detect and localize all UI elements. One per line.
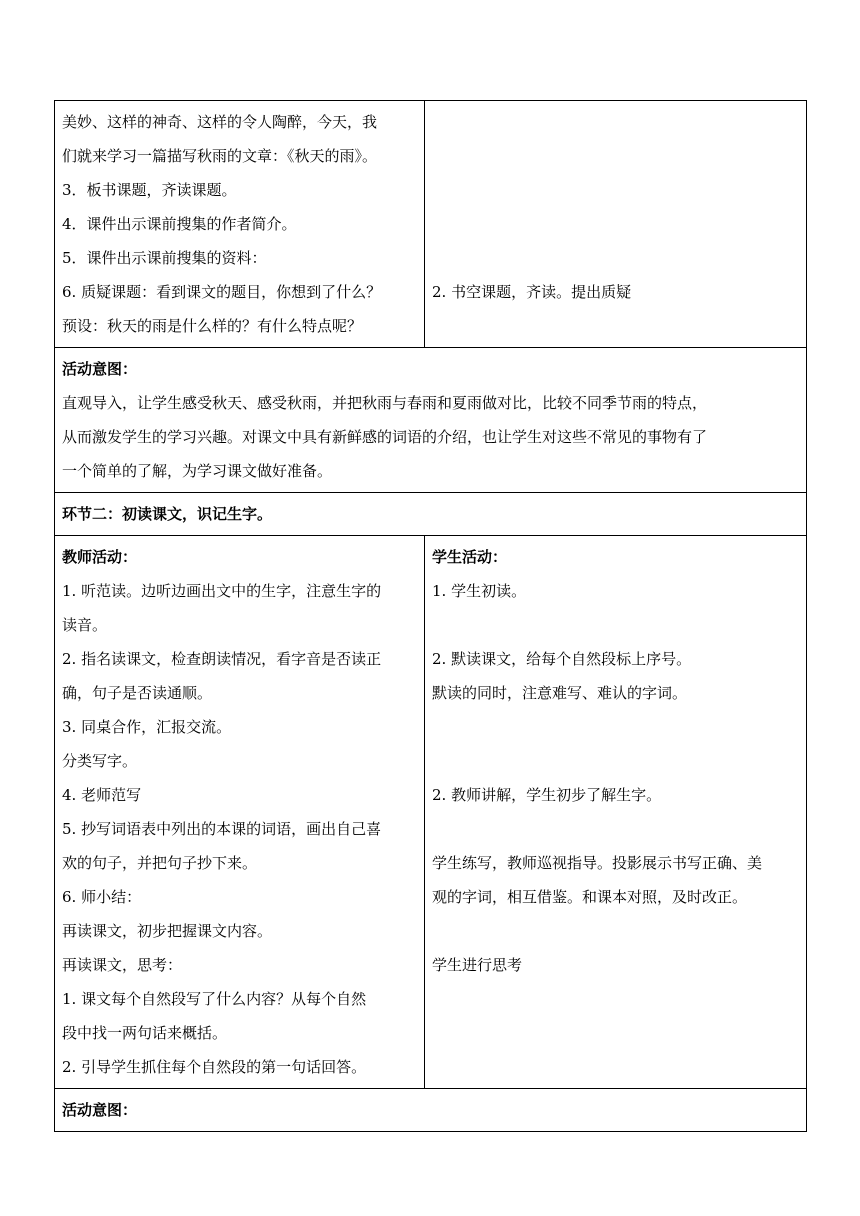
section1-teacher-line: 3．板书课题，齐读课题。 [62,181,237,199]
section2-teacher-line: 再读课文，初步把握课文内容。 [62,922,273,940]
lesson-plan-table [54,100,807,1132]
intent1-cell [55,348,807,493]
intent2-row [55,1089,807,1132]
section2-teacher-line: 读音。 [62,616,108,634]
section1-teacher-line: 4．课件出示课前搜集的作者简介。 [62,215,297,233]
section1-student-line [432,207,800,241]
section2-student-line [432,710,800,744]
section2-teacher-line: 2. 引导学生抓住每个自然段的第一句话回答。 [62,1058,367,1076]
section2-teacher-line: 段中找一两句话来概括。 [62,1024,228,1042]
section2-teacher-line: 欢的句子，并把句子抄下来。 [62,854,258,872]
intent2-heading: 活动意图： [62,1101,138,1119]
section2-row [55,536,807,1089]
intent1-line: 从而激发学生的学习兴趣。对课文中具有新鲜感的词语的介绍，也让学生对这些不常见的事物有了 [62,428,708,446]
section1-teacher-line: 美妙、这样的神奇、这样的令人陶醉，今天，我 [62,113,378,131]
section2-teacher-line: 6. 师小结： [62,888,142,906]
section2-teacher-line: 确，句子是否读通顺。 [62,684,213,702]
section2-student-line [432,1016,800,1050]
section1-student-cell [425,101,807,348]
section2-student-line: 1. 学生初读。 [432,582,527,600]
section2-student-line: 观的字词，相互借鉴。和课本对照，及时改正。 [432,888,748,906]
section1-teacher-cell [55,101,425,348]
stage2-heading: 环节二：初读课文，识记生字。 [62,505,273,523]
intent1-line: 一个简单的了解，为学习课文做好准备。 [62,462,333,480]
section2-student-line: 2. 教师讲解，学生初步了解生字。 [432,786,662,804]
section1-teacher-line: 6. 质疑课题：看到课文的题目，你想到了什么？ [62,283,382,301]
section2-teacher-line: 1. 课文每个自然段写了什么内容？从每个自然 [62,990,367,1008]
section2-student-line: 学生练写，教师巡视指导。投影展示书写正确、美 [432,854,763,872]
section2-student-line [432,608,800,642]
section2-teacher-line: 4. 老师范写 [62,786,142,804]
section1-student-line [432,173,800,207]
stage2-cell [55,493,807,536]
section2-teacher-line: 再读课文，思考： [62,956,183,974]
section2-student-cell [425,536,807,1089]
section2-teacher-line: 3. 同桌合作，汇报交流。 [62,718,232,736]
student-activity-heading: 学生活动： [432,548,508,566]
section2-teacher-line: 1. 听范读。边听边画出文中的生字，注意生字的 [62,582,382,600]
section1-teacher-line: 们就来学习一篇描写秋雨的文章：《秋天的雨》。 [62,147,378,165]
section2-student-line: 默读的同时，注意难写、难认的字词。 [432,684,688,702]
section1-teacher-line: 预设：秋天的雨是什么样的？有什么特点呢？ [62,317,363,335]
section1-student-line [432,241,800,275]
stage2-row [55,493,807,536]
section1-student-line [432,139,800,173]
section2-student-line: 2. 默读课文，给每个自然段标上序号。 [432,650,692,668]
section2-student-line [432,982,800,1016]
intent1-row [55,348,807,493]
section2-student-line [432,914,800,948]
section2-student-line [432,744,800,778]
section2-student-line [432,812,800,846]
intent1-heading: 活动意图： [62,360,138,378]
section2-teacher-line: 分类写字。 [62,752,138,770]
intent1-line: 直观导入，让学生感受秋天、感受秋雨，并把秋雨与春雨和夏雨做对比，比较不同季节雨的特点， [62,394,708,412]
section2-student-line [432,1050,800,1084]
section1-student-line: 2. 书空课题，齐读。提出质疑 [432,283,632,301]
section1-student-line [432,105,800,139]
teacher-activity-heading: 教师活动： [62,548,138,566]
section1-teacher-line: 5．课件出示课前搜集的资料： [62,249,267,267]
intent2-cell [55,1089,807,1132]
section2-teacher-line: 2. 指名读课文，检查朗读情况，看字音是否读正 [62,650,382,668]
section2-student-line: 学生进行思考 [432,956,523,974]
section2-teacher-line: 5. 抄写词语表中列出的本课的词语，画出自己喜 [62,820,382,838]
section1-row [55,101,807,348]
section2-teacher-cell [55,536,425,1089]
